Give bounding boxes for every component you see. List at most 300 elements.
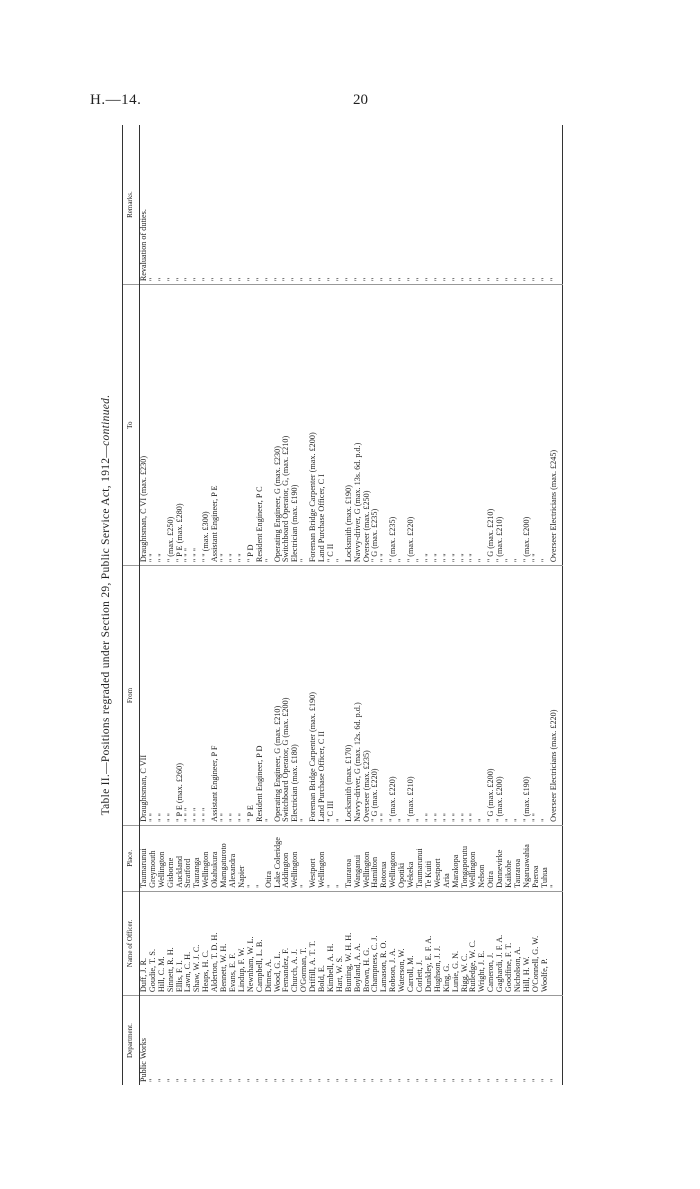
cell-remarks: " — [184, 125, 193, 285]
cell-from: Overseer (max. £235) — [363, 566, 372, 826]
cell-from: " P E (max. £260) — [176, 566, 185, 826]
cell-to: Navvy-driver, G (max. 13s. 6d. p.d.) — [354, 285, 363, 566]
cell-department: Public Works — [138, 1038, 148, 1082]
table-row — [496, 125, 505, 1085]
cell-to: " " — [220, 285, 229, 566]
cell-from: " " — [461, 566, 470, 826]
cell-place: Tauraroa — [514, 825, 523, 891]
table-row — [541, 125, 550, 1085]
cell-officer-name: Lawn, C. H. — [184, 891, 193, 995]
cell-to: " " — [229, 285, 238, 566]
column-header-from: From — [123, 566, 140, 826]
cell-from: " (max. £220) — [389, 566, 398, 826]
cell-place: Gisborne — [167, 825, 176, 891]
cell-officer-name: Carroll, M. — [407, 891, 416, 995]
cell-from: " " — [532, 566, 541, 826]
table-row — [176, 125, 185, 1085]
cell-place: Taumarunui — [416, 825, 425, 891]
cell-department: " — [530, 1078, 540, 1082]
cell-officer-name: Dunkley, E. F. A. — [425, 891, 434, 995]
column-header-department: Department. — [123, 996, 140, 1085]
cell-place: Addington — [282, 825, 291, 891]
cell-place: " — [327, 825, 336, 891]
cell-department: " — [504, 1078, 514, 1082]
cell-department: " — [254, 1078, 264, 1082]
table-row — [184, 125, 193, 1085]
cell-place: " — [300, 825, 309, 891]
cell-remarks: " — [158, 125, 167, 285]
cell-place: Tuhua — [541, 825, 550, 891]
column-header-to: To — [123, 285, 140, 566]
cell-remarks: " — [354, 125, 363, 285]
cell-department: " — [548, 1078, 558, 1082]
cell-place: Hamilton — [371, 825, 380, 891]
cell-to: " P D — [247, 285, 256, 566]
cell-remarks: " — [193, 125, 202, 285]
cell-remarks: " — [256, 125, 265, 285]
cell-place: Wellington — [291, 825, 300, 891]
cell-place: Otira — [265, 825, 274, 891]
cell-officer-name: Church, A. J. — [291, 891, 300, 995]
cell-to: " " " — [193, 285, 202, 566]
cell-remarks: " — [327, 125, 336, 285]
cell-from: " — [514, 566, 523, 826]
cell-remarks: " — [452, 125, 461, 285]
cell-from: " P E — [247, 566, 256, 826]
cell-remarks: " — [345, 125, 354, 285]
cell-place: " — [336, 825, 345, 891]
cell-department: " — [334, 1078, 344, 1082]
table-row — [452, 125, 461, 1085]
cell-place: Tongaporutu — [461, 825, 470, 891]
cell-to: " " — [452, 285, 461, 566]
table-row — [229, 125, 238, 1085]
cell-from: " " — [443, 566, 452, 826]
cell-officer-name: Champness, C. J. — [371, 891, 380, 995]
cell-place: Aria — [443, 825, 452, 891]
cell-to: " " " — [184, 285, 193, 566]
page-number: 20 — [353, 92, 368, 108]
cell-remarks: " — [478, 125, 487, 285]
cell-remarks: " — [309, 125, 318, 285]
cell-to: " P E (max. £280) — [176, 285, 185, 566]
cell-from: Switchboard Operator, G (max. £200) — [282, 566, 291, 826]
cell-to: Overseer Electricians (max. £245) — [550, 285, 562, 566]
cell-department: " — [183, 1078, 193, 1082]
cell-from: " " — [425, 566, 434, 826]
cell-remarks: " — [371, 125, 380, 285]
cell-to: Draughtsman, C VI (max. £230) — [139, 285, 148, 566]
cell-officer-name: Waterson, W. — [398, 891, 407, 995]
cell-officer-name: Campbell, L. B. — [256, 891, 265, 995]
cell-to: " " — [434, 285, 443, 566]
cell-place: Marakopa — [452, 825, 461, 891]
cell-place: Nelson — [478, 825, 487, 891]
table-row — [256, 125, 265, 1085]
table-title-continued: continued. — [100, 394, 112, 446]
table-row — [149, 125, 158, 1085]
cell-place: Kaikohe — [505, 825, 514, 891]
table-row — [478, 125, 487, 1085]
cell-to: " G (max. £235) — [371, 285, 380, 566]
table-row — [193, 125, 202, 1085]
cell-from: " " " — [193, 566, 202, 826]
cell-remarks: " — [389, 125, 398, 285]
cell-department: " — [308, 1078, 318, 1082]
cell-from: " " — [220, 566, 229, 826]
cell-place: Okahukura — [211, 825, 220, 891]
cell-to: " " — [443, 285, 452, 566]
cell-officer-name: Goudie, T. S. — [149, 891, 158, 995]
cell-to: " — [336, 285, 345, 566]
cell-remarks: " — [336, 125, 345, 285]
table-title-main: Table II.—Positions regraded under Section 29, Public Service Act, 1912— — [100, 445, 112, 816]
cell-officer-name: Hart, W. S. — [336, 891, 345, 995]
cell-officer-name: Robson, J. A. — [389, 891, 398, 995]
cell-remarks: " — [220, 125, 229, 285]
cell-remarks: " — [149, 125, 158, 285]
cell-department: " — [192, 1078, 202, 1082]
cell-from: " " — [167, 566, 176, 826]
cell-officer-name: Evans, E. F. — [229, 891, 238, 995]
cell-from: Electrician (max. £180) — [291, 566, 300, 826]
cell-place: Otira — [487, 825, 496, 891]
cell-to: " — [265, 285, 274, 566]
cell-remarks: " — [265, 125, 274, 285]
cell-officer-name: Lindup, F. W. — [238, 891, 247, 995]
table-row — [282, 125, 291, 1085]
cell-department: " — [450, 1078, 460, 1082]
cell-remarks: " — [202, 125, 211, 285]
cell-from: " — [416, 566, 425, 826]
table-row — [345, 125, 354, 1085]
cell-department: " — [343, 1078, 353, 1082]
cell-department: " — [317, 1078, 327, 1082]
cell-to: Overseer (max. £250) — [363, 285, 372, 566]
column-header-name: Name of Officer. — [123, 891, 140, 995]
cell-officer-name: King, G. — [443, 891, 452, 995]
cell-place: Wellington — [363, 825, 372, 891]
cell-remarks: " — [425, 125, 434, 285]
cell-department: " — [299, 1078, 309, 1082]
cell-from: Draughtsman, C VII — [139, 566, 148, 826]
cell-officer-name: Brown, H. G. — [363, 891, 372, 995]
cell-to: " " — [461, 285, 470, 566]
cell-department: " — [468, 1078, 478, 1082]
cell-department: " — [486, 1078, 496, 1082]
cell-place: Westport — [434, 825, 443, 891]
cell-from: " " — [158, 566, 167, 826]
cell-department: " — [281, 1078, 291, 1082]
cell-to: " (max. £235) — [389, 285, 398, 566]
cell-department: " — [263, 1078, 273, 1082]
cell-officer-name: Shaw, W. J. C. — [193, 891, 202, 995]
cell-to: " (max. £210) — [496, 285, 505, 566]
cell-place: Auckland — [176, 825, 185, 891]
cell-department: " — [477, 1078, 487, 1082]
cell-place: Paeroa — [532, 825, 541, 891]
cell-remarks: " — [523, 125, 532, 285]
cell-remarks: " — [318, 125, 327, 285]
table-row — [398, 125, 407, 1085]
cell-from: " — [398, 566, 407, 826]
cell-department: " — [441, 1078, 451, 1082]
cell-to: " (max. £250) — [167, 285, 176, 566]
cell-officer-name: Driffill, A. T. T. — [309, 891, 318, 995]
cell-officer-name: Bunting, W. H. H. — [345, 891, 354, 995]
cell-from: Assistant Engineer, P F — [211, 566, 220, 826]
cell-officer-name: Duff, J. R. — [139, 891, 148, 995]
cell-remarks: Revaluation of duties. — [139, 125, 148, 285]
cell-to: Electrician (max. £190) — [291, 285, 300, 566]
cell-officer-name: Rigg, W. C. — [461, 891, 470, 995]
cell-department: " — [397, 1078, 407, 1082]
cell-to: Assistant Engineer, P E — [211, 285, 220, 566]
cell-place: Dannevirke — [496, 825, 505, 891]
cell-place: Rotorua — [380, 825, 389, 891]
cell-place: Ngaruawahia — [523, 825, 532, 891]
cell-remarks: " — [532, 125, 541, 285]
table-row — [532, 125, 541, 1085]
cell-from: Operating Engineer, G (max. £210) — [274, 566, 283, 826]
cell-to: " " — [238, 285, 247, 566]
cell-from: " — [505, 566, 514, 826]
cell-officer-name: Lunie, G. N. — [452, 891, 461, 995]
cell-to: " — [541, 285, 550, 566]
cell-department: " — [370, 1078, 380, 1082]
cell-remarks: " — [461, 125, 470, 285]
table-header-row — [123, 125, 140, 1085]
cell-remarks: " — [541, 125, 550, 285]
table-row — [265, 125, 274, 1085]
cell-remarks: " — [398, 125, 407, 285]
table-body — [139, 125, 562, 1085]
cell-department: " — [512, 1078, 522, 1082]
cell-to: " — [478, 285, 487, 566]
cell-from: Navvy-driver, G (max. 12s. 6d. p.d.) — [354, 566, 363, 826]
cell-remarks: " — [229, 125, 238, 285]
cell-place: Wellington — [389, 825, 398, 891]
cell-officer-name: Goodfine, F. T. — [505, 891, 514, 995]
cell-place: Wanganui — [354, 825, 363, 891]
cell-officer-name: Dimes, A. — [265, 891, 274, 995]
table-row — [425, 125, 434, 1085]
cell-officer-name: Fernandez, F. — [282, 891, 291, 995]
cell-to: Locksmith (max. £190) — [345, 285, 354, 566]
table-row — [389, 125, 398, 1085]
table-row — [469, 125, 478, 1085]
cell-remarks: " — [487, 125, 496, 285]
cell-place: Taumarunui — [139, 825, 148, 891]
cell-officer-name: Bold, E. — [318, 891, 327, 995]
cell-from: " — [541, 566, 550, 826]
cell-remarks: " — [416, 125, 425, 285]
cell-place: " — [247, 825, 256, 891]
cell-officer-name: Corlett, J. — [416, 891, 425, 995]
page-header-reference: H.—14. — [90, 92, 142, 108]
table-row — [318, 125, 327, 1085]
cell-department: " — [495, 1078, 505, 1082]
cell-from: " " — [229, 566, 238, 826]
cell-officer-name: Nicholson, A. — [514, 891, 523, 995]
cell-from: Foreman Bridge Carpenter (max. £190) — [309, 566, 318, 826]
cell-from: " " — [469, 566, 478, 826]
cell-from: " — [478, 566, 487, 826]
cell-officer-name: Sinnett, R. H. — [167, 891, 176, 995]
cell-remarks: " — [247, 125, 256, 285]
cell-to: Foreman Bridge Carpenter (max. £200) — [309, 285, 318, 566]
cell-officer-name: Hill, C. M. — [158, 891, 167, 995]
cell-to: " " — [158, 285, 167, 566]
cell-department: " — [459, 1078, 469, 1082]
cell-place: Wellington — [318, 825, 327, 891]
cell-place: Mamgaturoto — [220, 825, 229, 891]
cell-to: Resident Engineer, P C — [256, 285, 265, 566]
cell-department: " — [379, 1078, 389, 1082]
cell-officer-name: Rutledge, W. C. — [469, 891, 478, 995]
table-row — [158, 125, 167, 1085]
cell-department: " — [219, 1078, 229, 1082]
cell-from: Resident Engineer, P D — [256, 566, 265, 826]
cell-officer-name: Hill, H. W. — [523, 891, 532, 995]
cell-to: " — [505, 285, 514, 566]
cell-department: " — [415, 1078, 424, 1082]
cell-remarks: " — [363, 125, 372, 285]
cell-to: " " — [425, 285, 434, 566]
cell-remarks: " — [380, 125, 389, 285]
cell-to: " (max. £200) — [523, 285, 532, 566]
cell-from: " " " — [202, 566, 211, 826]
cell-officer-name: Gaghardi, J. F. A. — [496, 891, 505, 995]
cell-department: " — [539, 1078, 549, 1082]
cell-officer-name: Newnham, W. L. — [247, 891, 256, 995]
table-row — [211, 125, 220, 1085]
cell-to: " — [300, 285, 309, 566]
cell-from: " — [300, 566, 309, 826]
cell-department: " — [521, 1078, 531, 1082]
cell-officer-name: Boyland, A. A. — [354, 891, 363, 995]
table-row — [274, 125, 283, 1085]
table-row — [291, 125, 300, 1085]
cell-place: Tauraroa — [345, 825, 354, 891]
cell-officer-name: O'Gorman, T. — [300, 891, 309, 995]
cell-remarks: " — [176, 125, 185, 285]
cell-department: " — [227, 1078, 237, 1082]
cell-place: Tauranga — [193, 825, 202, 891]
cell-to: Operating Engineer, G (max. £230) — [274, 285, 283, 566]
cell-department: " — [290, 1078, 300, 1082]
table-row — [505, 125, 514, 1085]
cell-officer-name — [550, 891, 562, 995]
table-row — [354, 125, 363, 1085]
table-title — [100, 125, 112, 1085]
cell-to: " — [416, 285, 425, 566]
table-row — [309, 125, 318, 1085]
table-row — [443, 125, 452, 1085]
cell-from: Overseer Electricians (max. £220) — [550, 566, 562, 826]
table-row — [434, 125, 443, 1085]
cell-officer-name: Cameron, J. — [487, 891, 496, 995]
regraded-positions-table — [122, 125, 563, 1085]
cell-officer-name: Bennett, W. H. — [220, 891, 229, 995]
cell-place: Alexandra — [229, 825, 238, 891]
cell-remarks: " — [496, 125, 505, 285]
cell-officer-name: Hughson, J. J. — [434, 891, 443, 995]
cell-remarks: " — [469, 125, 478, 285]
cell-officer-name: Wright, J. E. — [478, 891, 487, 995]
cell-place: " — [256, 825, 265, 891]
cell-officer-name: Kimbell, A. H. — [327, 891, 336, 995]
table-row — [550, 125, 562, 1085]
cell-from: " — [265, 566, 274, 826]
rotated-table-page — [100, 125, 640, 1085]
cell-place: Stratford — [184, 825, 193, 891]
cell-place: Wekeka — [407, 825, 416, 891]
cell-department: " — [174, 1078, 184, 1082]
cell-remarks: " — [505, 125, 514, 285]
cell-department: " — [272, 1078, 282, 1082]
cell-from: " " " — [184, 566, 193, 826]
cell-department: " — [406, 1078, 416, 1082]
cell-from: " G (max. £200) — [487, 566, 496, 826]
cell-to: Land Purchase Officer, C I — [318, 285, 327, 566]
column-header-remarks: Remarks. — [123, 125, 140, 285]
table-row — [380, 125, 389, 1085]
cell-remarks: " — [274, 125, 283, 285]
cell-to: " " — [469, 285, 478, 566]
cell-remarks: " — [434, 125, 443, 285]
cell-remarks: " — [300, 125, 309, 285]
cell-from: " " — [452, 566, 461, 826]
column-header-place: Place. — [123, 825, 140, 891]
cell-from: " C III — [327, 566, 336, 826]
cell-place: Westport — [309, 825, 318, 891]
cell-place: Wellington — [469, 825, 478, 891]
cell-remarks: " — [282, 125, 291, 285]
cell-from: " — [336, 566, 345, 826]
cell-remarks: " — [238, 125, 247, 285]
cell-officer-name: Woolfe, P. — [541, 891, 550, 995]
cell-remarks: " — [167, 125, 176, 285]
cell-place: Lake Coleridge — [274, 825, 283, 891]
cell-to: " C II — [327, 285, 336, 566]
cell-from: " " — [149, 566, 158, 826]
cell-place: Te Kuiti — [425, 825, 434, 891]
cell-department: " — [325, 1078, 335, 1082]
cell-from: " G (max. £220) — [371, 566, 380, 826]
cell-remarks: " — [291, 125, 300, 285]
cell-department: " — [147, 1078, 157, 1082]
cell-officer-name: Ellis, F. I. — [176, 891, 185, 995]
cell-department: " — [201, 1078, 211, 1082]
cell-remarks: " — [550, 125, 562, 285]
cell-place: Wellington — [158, 825, 167, 891]
cell-from: " (max. £200) — [496, 566, 505, 826]
cell-place: " — [550, 825, 562, 891]
table-row — [514, 125, 523, 1085]
cell-department: " — [361, 1078, 371, 1082]
cell-from: " (max. £190) — [523, 566, 532, 826]
cell-to: " — [398, 285, 407, 566]
table-row — [139, 125, 148, 1085]
cell-to: " — [514, 285, 523, 566]
cell-officer-name: O'Connell, G. W. — [532, 891, 541, 995]
cell-department: " — [432, 1078, 442, 1082]
table-row — [167, 125, 176, 1085]
cell-to: Switchboard Operator, G, (max. £210) — [282, 285, 291, 566]
cell-to: " G (max. £210) — [487, 285, 496, 566]
cell-department: " — [245, 1078, 255, 1082]
